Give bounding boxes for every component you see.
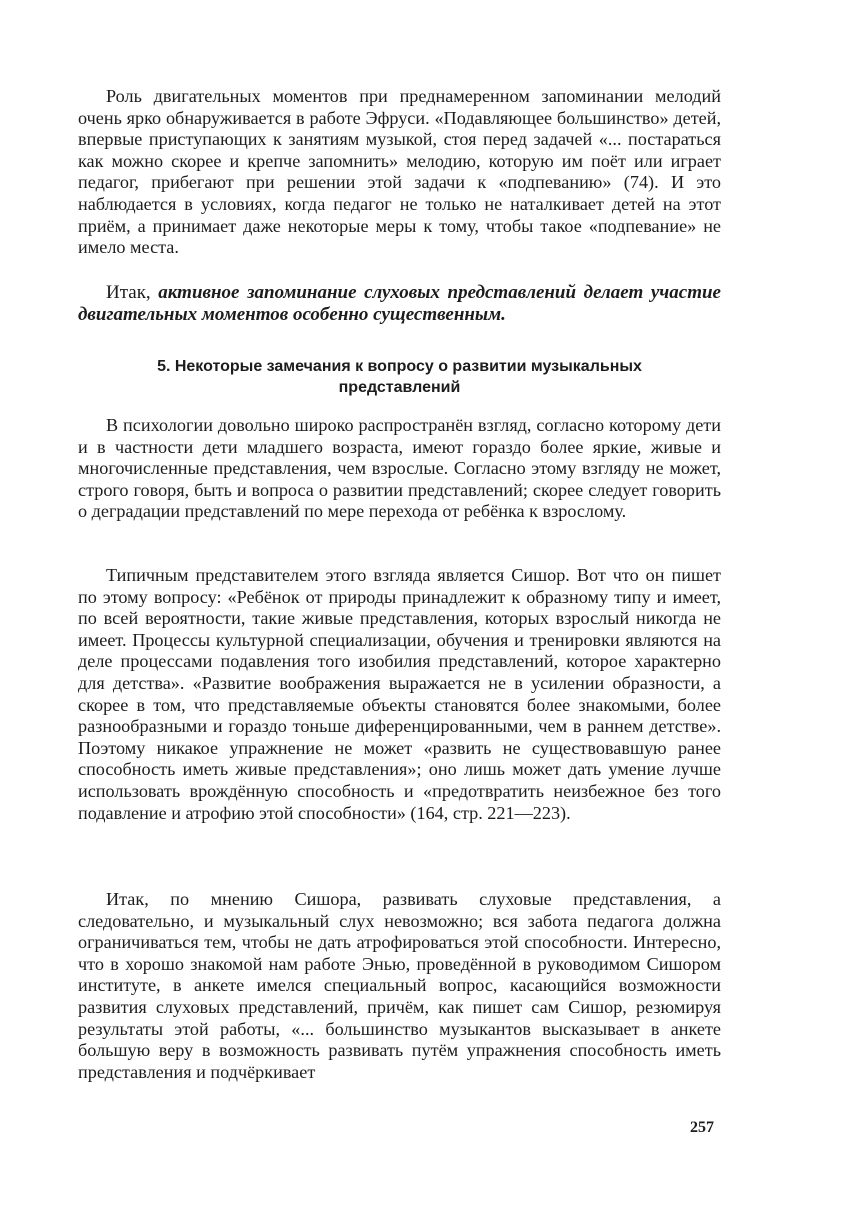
conclusion-intro: Итак, xyxy=(106,282,151,303)
paragraph-conclusion xyxy=(78,282,721,326)
paragraph-motor-memorization xyxy=(78,86,721,259)
paragraph-psychology-view xyxy=(78,415,721,523)
paragraph-text: Роль двигательных моментов при преднамеренном запоминании мелодий очень ярко обнаруживается в работе Эфруси. «Подавляющее большинство» детей, впервые приступающих к занятиям музыкой, стоя перед задачей «... постараться как можно скорее и крепче запомнить» мелодию, которую им поёт или играет педагог, прибегают при решении этой задачи к «подпеванию» (74). И это наблюдается в условиях, когда педагог не только не наталкивает детей на этот приём, а принимает даже некоторые меры к тому, чтобы такое «подпевание» не имело места. xyxy=(78,86,721,258)
paragraph-seashore-opinion xyxy=(78,889,721,1083)
page-number: 257 xyxy=(690,1119,714,1136)
section-heading xyxy=(78,356,721,398)
section-heading-line1: 5. Некоторые замечания к вопросу о развитии музыкальных xyxy=(157,358,642,375)
section-heading-line2: представлений xyxy=(338,379,461,396)
conclusion-emphasis: активное запоминание слуховых представлений делает участие двигательных моментов особенно существенным. xyxy=(78,282,721,325)
paragraph-seashore xyxy=(78,565,721,824)
paragraph-text: Типичным представителем этого взгляда является Сишор. Вот что он пишет по этому вопросу: «Ребёнок от природы принадлежит к образному типу и имеет, по всей вероятности, такие живые представления, которых взрослый никогда не имеет. Процессы культурной специализации, обучения и тренировки являются на деле процессами подавления того изобилия представлений, которое характерно для детства». «Развитие воображения выражается не в усилении образности, а скорее в том, что представляемые объекты становятся более знакомыми, более разнообразными и гораздо тоньше диференцированными, чем в раннем детстве». Поэтому никакое упражнение не может «развить не существовавшую ранее способность иметь живые представления»; оно лишь может дать умение лучше использовать врождённую способность и «предотвратить неизбежное без того подавление и атрофию этой способности» (164, стр. 221—223). xyxy=(78,565,721,823)
paragraph-text: Итак, по мнению Сишора, развивать слуховые представления, а следовательно, и музыкальный слух невозможно; вся забота педагога должна ограничиваться тем, чтобы не дать атрофироваться этой способности. Интересно, что в хорошо знакомой нам работе Энью, проведённой в руководимом Сишором институте, в анкете имелся специальный вопрос, касающийся возможности развития слуховых представлений, причём, как пишет сам Сишор, резюмируя результаты этой работы, «... большинство музыкантов высказывает в анкете большую веру в возможность развивать путём упражнения способность иметь представления и подчёркивает xyxy=(78,889,721,1082)
paragraph-text: В психологии довольно широко распространён взгляд, согласно которому дети и в частности дети младшего возраста, имеют гораздо более яркие, живые и многочисленные представления, чем взрослые. Согласно этому взгляду не может, строго говоря, быть и вопроса о развитии представлений; скорее следует говорить о деградации представлений по мере перехода от ребёнка к взрослому. xyxy=(78,415,721,522)
